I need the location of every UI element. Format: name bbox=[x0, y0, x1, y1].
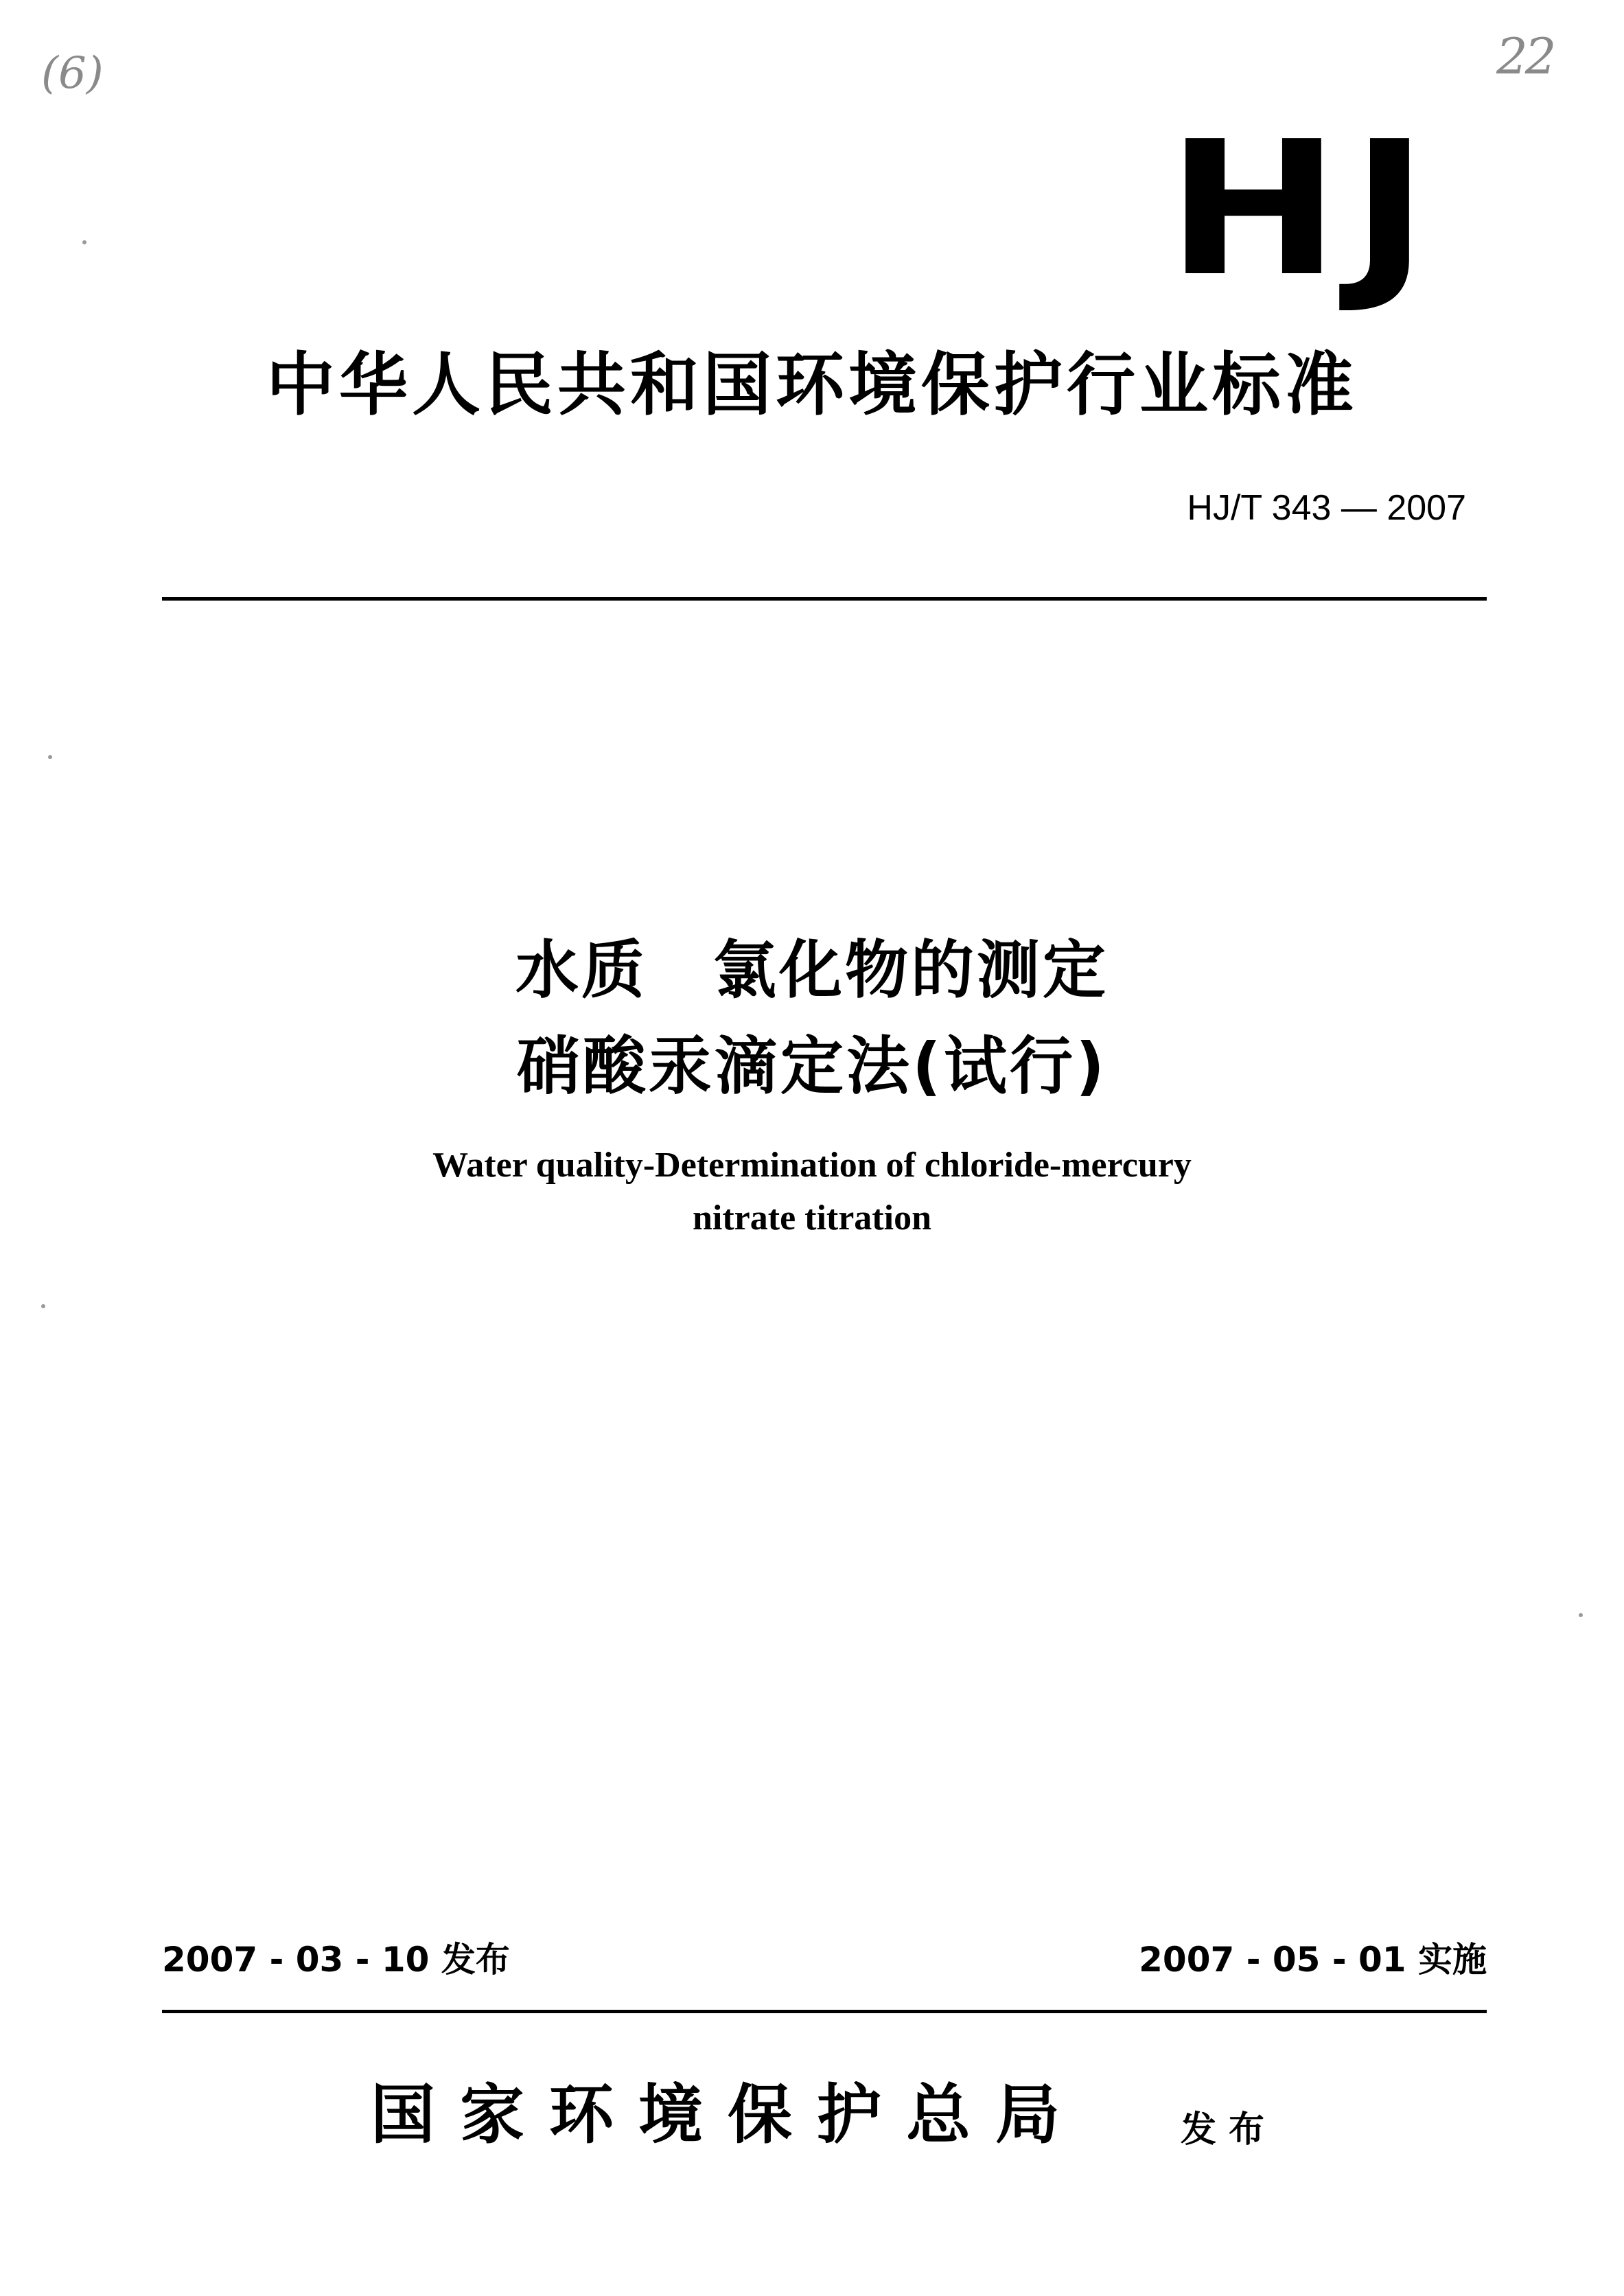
publisher-suffix: 发布 bbox=[1181, 2109, 1277, 2150]
top-divider bbox=[162, 597, 1487, 601]
scan-speck bbox=[82, 240, 86, 244]
bottom-divider bbox=[162, 2010, 1487, 2013]
publisher-name: 国家环境保护总局 bbox=[371, 2078, 1085, 2153]
hj-logo: HJ bbox=[1166, 101, 1439, 317]
title-chinese-line-1: 水质 氯化物的测定 bbox=[515, 934, 1109, 1007]
title-english-line-2: nitrate titration bbox=[692, 1198, 931, 1238]
standard-category-title: 中华人民共和国环境保护行业标准 bbox=[266, 345, 1358, 425]
scan-speck bbox=[1579, 1613, 1583, 1617]
issue-date: 2007 - 03 - 10 发布 bbox=[162, 1940, 510, 1980]
scan-speck bbox=[41, 1304, 45, 1308]
standard-number: HJ/T 343 — 2007 bbox=[1187, 488, 1466, 528]
title-chinese-line-2: 硝酸汞滴定法(试行) bbox=[516, 1030, 1108, 1103]
effective-date: 2007 - 05 - 01 实施 bbox=[1139, 1940, 1487, 1980]
handwritten-page-mark: (6) bbox=[41, 48, 104, 99]
title-english-line-1: Water quality-Determination of chloride-mercury bbox=[432, 1146, 1192, 1185]
handwritten-page-number: 22 bbox=[1496, 27, 1554, 85]
scan-speck bbox=[48, 755, 52, 759]
